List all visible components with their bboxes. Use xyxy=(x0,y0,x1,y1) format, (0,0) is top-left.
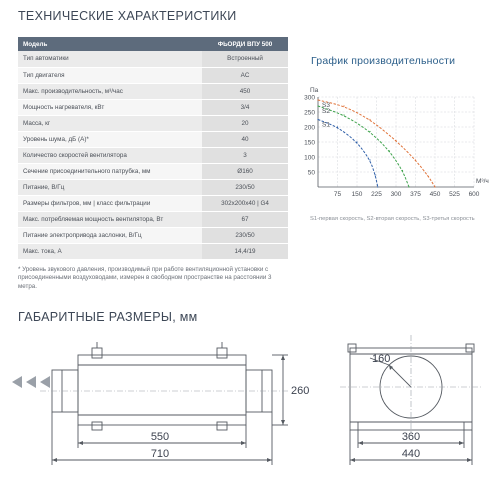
x-tick-label: 150 xyxy=(351,191,363,198)
chart-legend: S1-первая скорость, S2-вторая скорость, S3-третья скорость xyxy=(310,216,475,222)
x-tick-label: 300 xyxy=(390,191,402,198)
spec-label: Макс. производительность, м³/час xyxy=(18,83,202,99)
data-point-s2 xyxy=(389,150,390,151)
spec-value: 20 xyxy=(202,115,288,131)
x-tick-label: 375 xyxy=(410,191,421,198)
dim-550-label: 550 xyxy=(150,431,170,443)
spec-label: Масса, кг xyxy=(18,115,202,131)
spec-value: 14,4/19 xyxy=(202,243,288,259)
spec-value: 230/50 xyxy=(202,179,288,195)
series-label-s2: S2 xyxy=(322,108,330,115)
data-point-s1 xyxy=(317,119,318,120)
dim-360-label: 360 xyxy=(401,431,421,443)
table-row xyxy=(18,147,288,163)
spec-label: Количество скоростей вентилятора xyxy=(18,147,202,163)
data-point-s2 xyxy=(369,131,370,132)
y-axis-unit: Па xyxy=(310,87,319,94)
y-tick-label: 150 xyxy=(304,139,315,147)
airflow-arrow-icon xyxy=(26,376,36,388)
data-point-s2 xyxy=(408,186,409,187)
series-label-s1: S1 xyxy=(322,121,330,129)
spec-value: 40 xyxy=(202,131,288,147)
data-point-s1 xyxy=(369,159,370,160)
spec-label: Уровень шума, дБ (А)* xyxy=(18,131,202,147)
side-view-drawing xyxy=(52,342,288,465)
spec-value: Ø160 xyxy=(202,163,288,179)
airflow-arrow-icon xyxy=(40,376,50,388)
dim-260-label: 260 xyxy=(291,385,310,397)
chart-title: График производительности xyxy=(311,55,456,67)
table-row xyxy=(18,51,288,67)
data-point-s3 xyxy=(369,119,370,120)
spec-label: Макс. тока, А xyxy=(18,243,202,259)
data-point-s2 xyxy=(343,114,344,115)
table-row xyxy=(18,163,288,179)
x-tick-label: 525 xyxy=(449,191,460,198)
series-line-s1 xyxy=(318,120,378,188)
dim-440-label: 440 xyxy=(401,448,421,460)
mounting-bracket-left xyxy=(92,348,102,358)
spec-value: 67 xyxy=(202,211,288,227)
y-tick-label: 100 xyxy=(304,154,315,162)
table-row xyxy=(18,115,288,131)
data-point-s1 xyxy=(377,186,378,187)
spec-value: AC xyxy=(202,67,288,83)
x-tick-label: 450 xyxy=(429,191,441,198)
data-point-s3 xyxy=(343,105,344,106)
spec-value: 230/50 xyxy=(202,227,288,243)
airflow-arrow-icon xyxy=(12,376,22,388)
header-model: Модель xyxy=(18,37,202,51)
spec-label: Макс. потребляемая мощность вентилятора, Вт xyxy=(18,211,202,227)
table-row xyxy=(18,67,288,83)
data-point-s3 xyxy=(317,99,318,100)
data-point-s1 xyxy=(337,126,338,127)
spec-label: Тип двигателя xyxy=(18,67,202,83)
x-tick-label: 600 xyxy=(468,191,480,198)
spec-value: Встроенный xyxy=(202,51,288,67)
spec-label: Питание, В/Гц xyxy=(18,179,202,195)
x-tick-label: 225 xyxy=(371,191,382,198)
spec-label: Питание электропривода заслонки, В/Гц xyxy=(18,227,202,243)
spec-label: Мощность нагревателя, кВт xyxy=(18,99,202,115)
spec-value: 450 xyxy=(202,83,288,99)
y-tick-label: 50 xyxy=(307,169,315,177)
data-point-s3 xyxy=(428,176,429,177)
x-axis-unit: М³/ч xyxy=(476,178,489,185)
unit-body xyxy=(78,355,246,425)
performance-chart xyxy=(290,70,490,215)
table-row xyxy=(18,131,288,147)
table-row xyxy=(18,243,288,259)
y-tick-label: 250 xyxy=(304,109,315,117)
spec-value: 302х200х40 | G4 xyxy=(202,195,288,211)
table-row xyxy=(18,99,288,115)
data-point-s3 xyxy=(395,140,396,141)
data-point-s3 xyxy=(434,186,435,187)
spec-label: Тип автоматики xyxy=(18,51,202,67)
airflow-arrows xyxy=(12,376,50,388)
data-point-s2 xyxy=(317,105,318,106)
noise-footnote: * Уровень звукового давления, производимый при работе вентиляционной установки с присоединенными воздуховодами, измерен в свободном пространстве на расстоянии 3 метра. xyxy=(18,266,272,290)
table-row xyxy=(18,83,288,99)
header-model-value: ФЬОРДИ ВПУ 500 xyxy=(202,37,288,51)
series-label-s3: S3 xyxy=(322,102,330,109)
dimensions-title: ГАБАРИТНЫЕ РАЗМЕРЫ, мм xyxy=(18,310,198,324)
chart-grid xyxy=(318,97,474,187)
data-point-s2 xyxy=(402,170,403,171)
data-point-s3 xyxy=(415,159,416,160)
dim-710-label: 710 xyxy=(150,448,170,460)
data-point-s1 xyxy=(375,174,376,175)
x-tick-label: 75 xyxy=(333,191,342,198)
spec-label: Сечение присоединительного патрубка, мм xyxy=(18,163,202,179)
series-line-s2 xyxy=(318,106,409,187)
y-tick-label: 300 xyxy=(304,94,315,102)
spec-value: 3/4 xyxy=(202,99,288,115)
spec-value: 3 xyxy=(202,147,288,163)
data-point-s1 xyxy=(356,141,357,142)
table-row xyxy=(18,227,288,243)
dimension-drawings xyxy=(0,330,500,500)
table-row xyxy=(18,195,288,211)
specs-table xyxy=(18,37,288,260)
table-header-row xyxy=(18,37,288,51)
spec-label: Размеры фильтров, мм | класс фильтрации xyxy=(18,195,202,211)
table-row xyxy=(18,179,288,195)
specs-title: ТЕХНИЧЕСКИЕ ХАРАКТЕРИСТИКИ xyxy=(18,9,237,23)
y-tick-label: 200 xyxy=(304,124,315,132)
dim-160-label: 160 xyxy=(372,353,391,365)
table-row xyxy=(18,211,288,227)
mounting-bracket-right xyxy=(217,348,227,358)
